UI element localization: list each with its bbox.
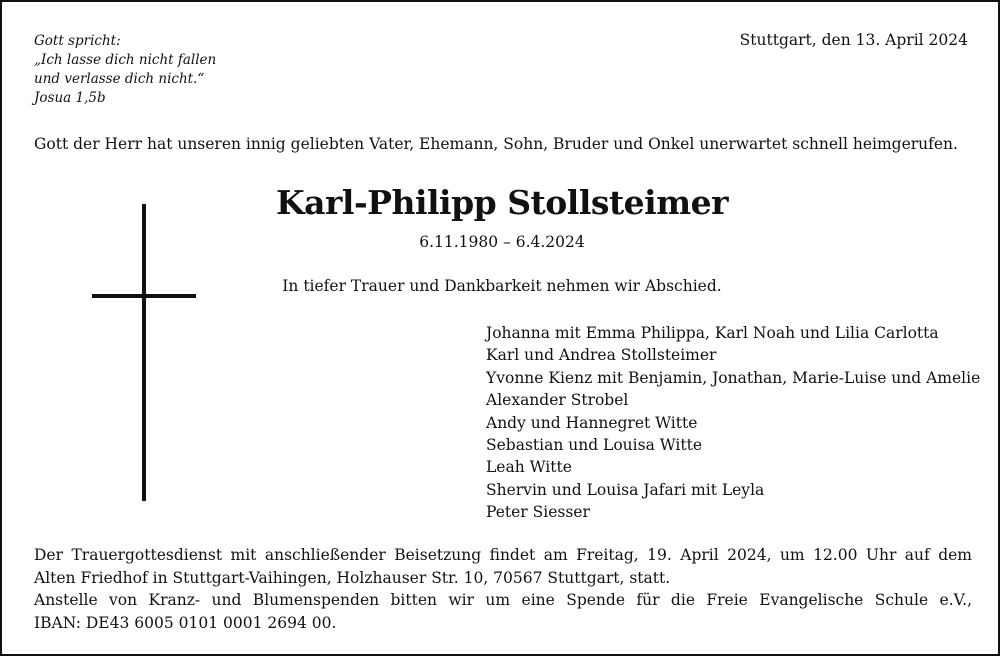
life-dates: 6.11.1980 – 6.4.2024 bbox=[419, 233, 585, 251]
mourner-entry: Yvonne Kienz mit Benjamin, Jonathan, Marie-Luise und Amelie bbox=[486, 368, 981, 387]
mourner-entry: Shervin und Louisa Jafari mit Leyla bbox=[486, 480, 765, 499]
mourner-entry: Leah Witte bbox=[486, 458, 572, 477]
iban-line: IBAN: DE43 6005 0101 0001 2694 00. bbox=[34, 613, 337, 632]
mourner-entry: Johanna mit Emma Philippa, Karl Noah und Lilia Carlotta bbox=[486, 324, 939, 342]
bible-verse bbox=[34, 32, 216, 108]
deceased-name: Karl-Philipp Stollsteimer bbox=[275, 183, 729, 222]
mourner-entry: Peter Siesser bbox=[486, 503, 590, 522]
verse-line: Gott spricht: bbox=[34, 33, 121, 49]
intro-text: Gott der Herr hat unseren innig geliebten Vater, Ehemann, Sohn, Bruder und Onkel unerwartet schnell heimgerufen. bbox=[34, 135, 958, 153]
verse-line: und verlasse dich nicht.“ bbox=[34, 71, 205, 87]
place-and-date: Stuttgart, den 13. April 2024 bbox=[739, 31, 968, 49]
verse-line: „Ich lasse dich nicht fallen bbox=[34, 52, 217, 68]
service-line: Der Trauergottesdienst mit anschließender Beisetzung findet am Freitag, 19. April 2024, um 12.00 Uhr auf dem bbox=[34, 546, 972, 564]
service-line: Alten Friedhof in Stuttgart-Vaihingen, Holzhauser Str. 10, 70567 Stuttgart, statt. bbox=[34, 568, 671, 587]
mourners-list bbox=[486, 322, 980, 524]
donation-line: Anstelle von Kranz- und Blumenspenden bitten wir um eine Spende für die Freie Evangelische Schule e.V., bbox=[34, 591, 972, 609]
mourner-entry: Andy und Hannegret Witte bbox=[486, 413, 698, 432]
farewell-text: In tiefer Trauer und Dankbarkeit nehmen wir Abschied. bbox=[282, 277, 722, 295]
mourner-entry: Sebastian und Louisa Witte bbox=[486, 436, 702, 455]
mourner-entry: Karl und Andrea Stollsteimer bbox=[486, 346, 717, 365]
service-info bbox=[34, 544, 972, 634]
verse-reference: Josua 1,5b bbox=[34, 90, 106, 106]
mourner-entry: Alexander Strobel bbox=[486, 391, 629, 410]
